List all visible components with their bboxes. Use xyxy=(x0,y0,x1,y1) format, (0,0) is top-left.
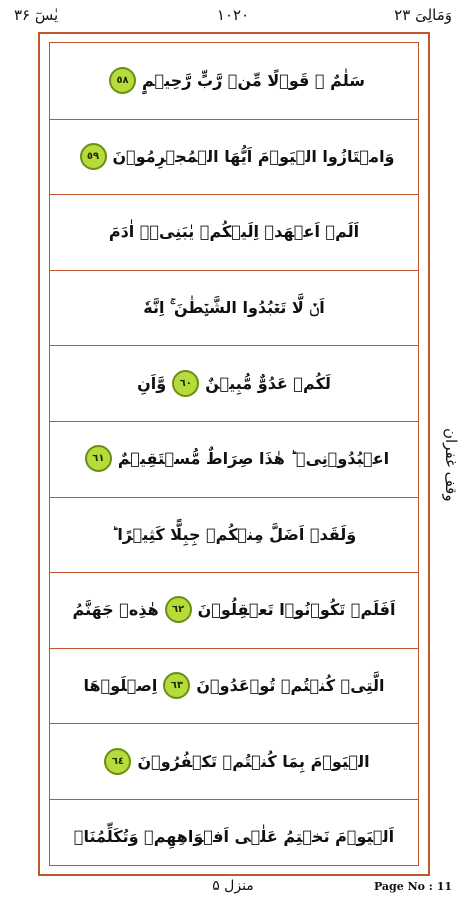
verse-line xyxy=(50,572,418,648)
verse-text: اَنۡ لَّا تَعۡبُدُوا الشَّیۡطٰنَ ۚ اِنَّهٗ xyxy=(143,297,325,317)
verse-text: اعۡبُدُوۡنِیۡ ؕ هٰذَا صِرَاطٌ مُّسۡتَقِیۡمٌ xyxy=(117,449,390,469)
verse-line xyxy=(50,723,418,799)
juz-label: وَمَالِیَ ۲۳ xyxy=(394,6,452,24)
verse-line xyxy=(50,194,418,270)
ayah-number-marker: ٥٨ xyxy=(109,67,136,94)
verse-text: اَلۡیَوۡمَ نَخۡتِمُ عَلٰۤی اَفۡوَاهِهِمۡ وَتُكَلِّمُنَاۤ xyxy=(73,827,395,847)
manzil-label: منزل ۵ xyxy=(212,878,254,894)
verse-text-continuation: هٰذِهٖ جَهَنَّمُ xyxy=(72,600,159,620)
verse-line xyxy=(50,345,418,421)
verse-text: وَامۡتَازُوا الۡیَوۡمَ اَیُّهَا الۡمُجۡرِمُوۡنَ xyxy=(112,146,395,166)
page-header xyxy=(0,0,466,34)
verse-line xyxy=(50,497,418,573)
verse-text-continuation: اِصۡلَوۡهَا xyxy=(83,676,158,696)
ayah-number-marker: ٥٩ xyxy=(80,143,107,170)
page-number-arabic: ۱۰۲۰ xyxy=(216,6,250,24)
verse-line xyxy=(50,43,418,119)
ayah-number-marker: ٦٠ xyxy=(172,370,199,397)
verse-text: الَّتِیۡ كُنۡتُمۡ تُوۡعَدُوۡنَ xyxy=(196,676,385,696)
page-footer xyxy=(0,876,466,900)
verse-text: اَفَلَمۡ تَكُوۡنُوۡا تَعۡقِلُوۡنَ xyxy=(197,600,396,620)
page-number-label: Page No : 11 xyxy=(373,880,452,893)
ayah-number-marker: ٦٤ xyxy=(104,748,131,775)
side-note: وقف غفران xyxy=(442,428,460,502)
page-frame xyxy=(38,32,430,876)
verse-line xyxy=(50,270,418,346)
ayah-number-marker: ٦٢ xyxy=(165,596,192,623)
verse-text: لَكُمۡ عَدُوٌّ مُّبِیۡنٌ xyxy=(205,373,331,393)
ayah-number-marker: ٦٣ xyxy=(163,672,190,699)
verse-text: سَلٰمٌ ۟ قَوۡلًا مِّنۡ رَّبٍّ رَّحِیۡمٍ xyxy=(142,71,365,91)
verse-line xyxy=(50,648,418,724)
verse-line xyxy=(50,119,418,195)
verse-text: الۡیَوۡمَ بِمَا كُنۡتُمۡ تَكۡفُرُوۡنَ xyxy=(137,751,370,771)
text-area xyxy=(49,42,419,866)
verse-text: اَلَمۡ اَعۡهَدۡ اِلَیۡكُمۡ یٰبَنِیۡۤ اٰدَمَ xyxy=(108,222,360,242)
verse-text-continuation: وَّاَنِ xyxy=(137,373,167,393)
verse-line xyxy=(50,799,418,875)
ayah-number-marker: ٦١ xyxy=(85,445,112,472)
verse-text: وَلَقَدۡ اَضَلَّ مِنۡكُمۡ جِبِلًّا كَثِیۡرًا ؕ xyxy=(111,524,357,544)
verse-line xyxy=(50,421,418,497)
surah-label: یٰسٓ ۳۶ xyxy=(14,6,59,24)
